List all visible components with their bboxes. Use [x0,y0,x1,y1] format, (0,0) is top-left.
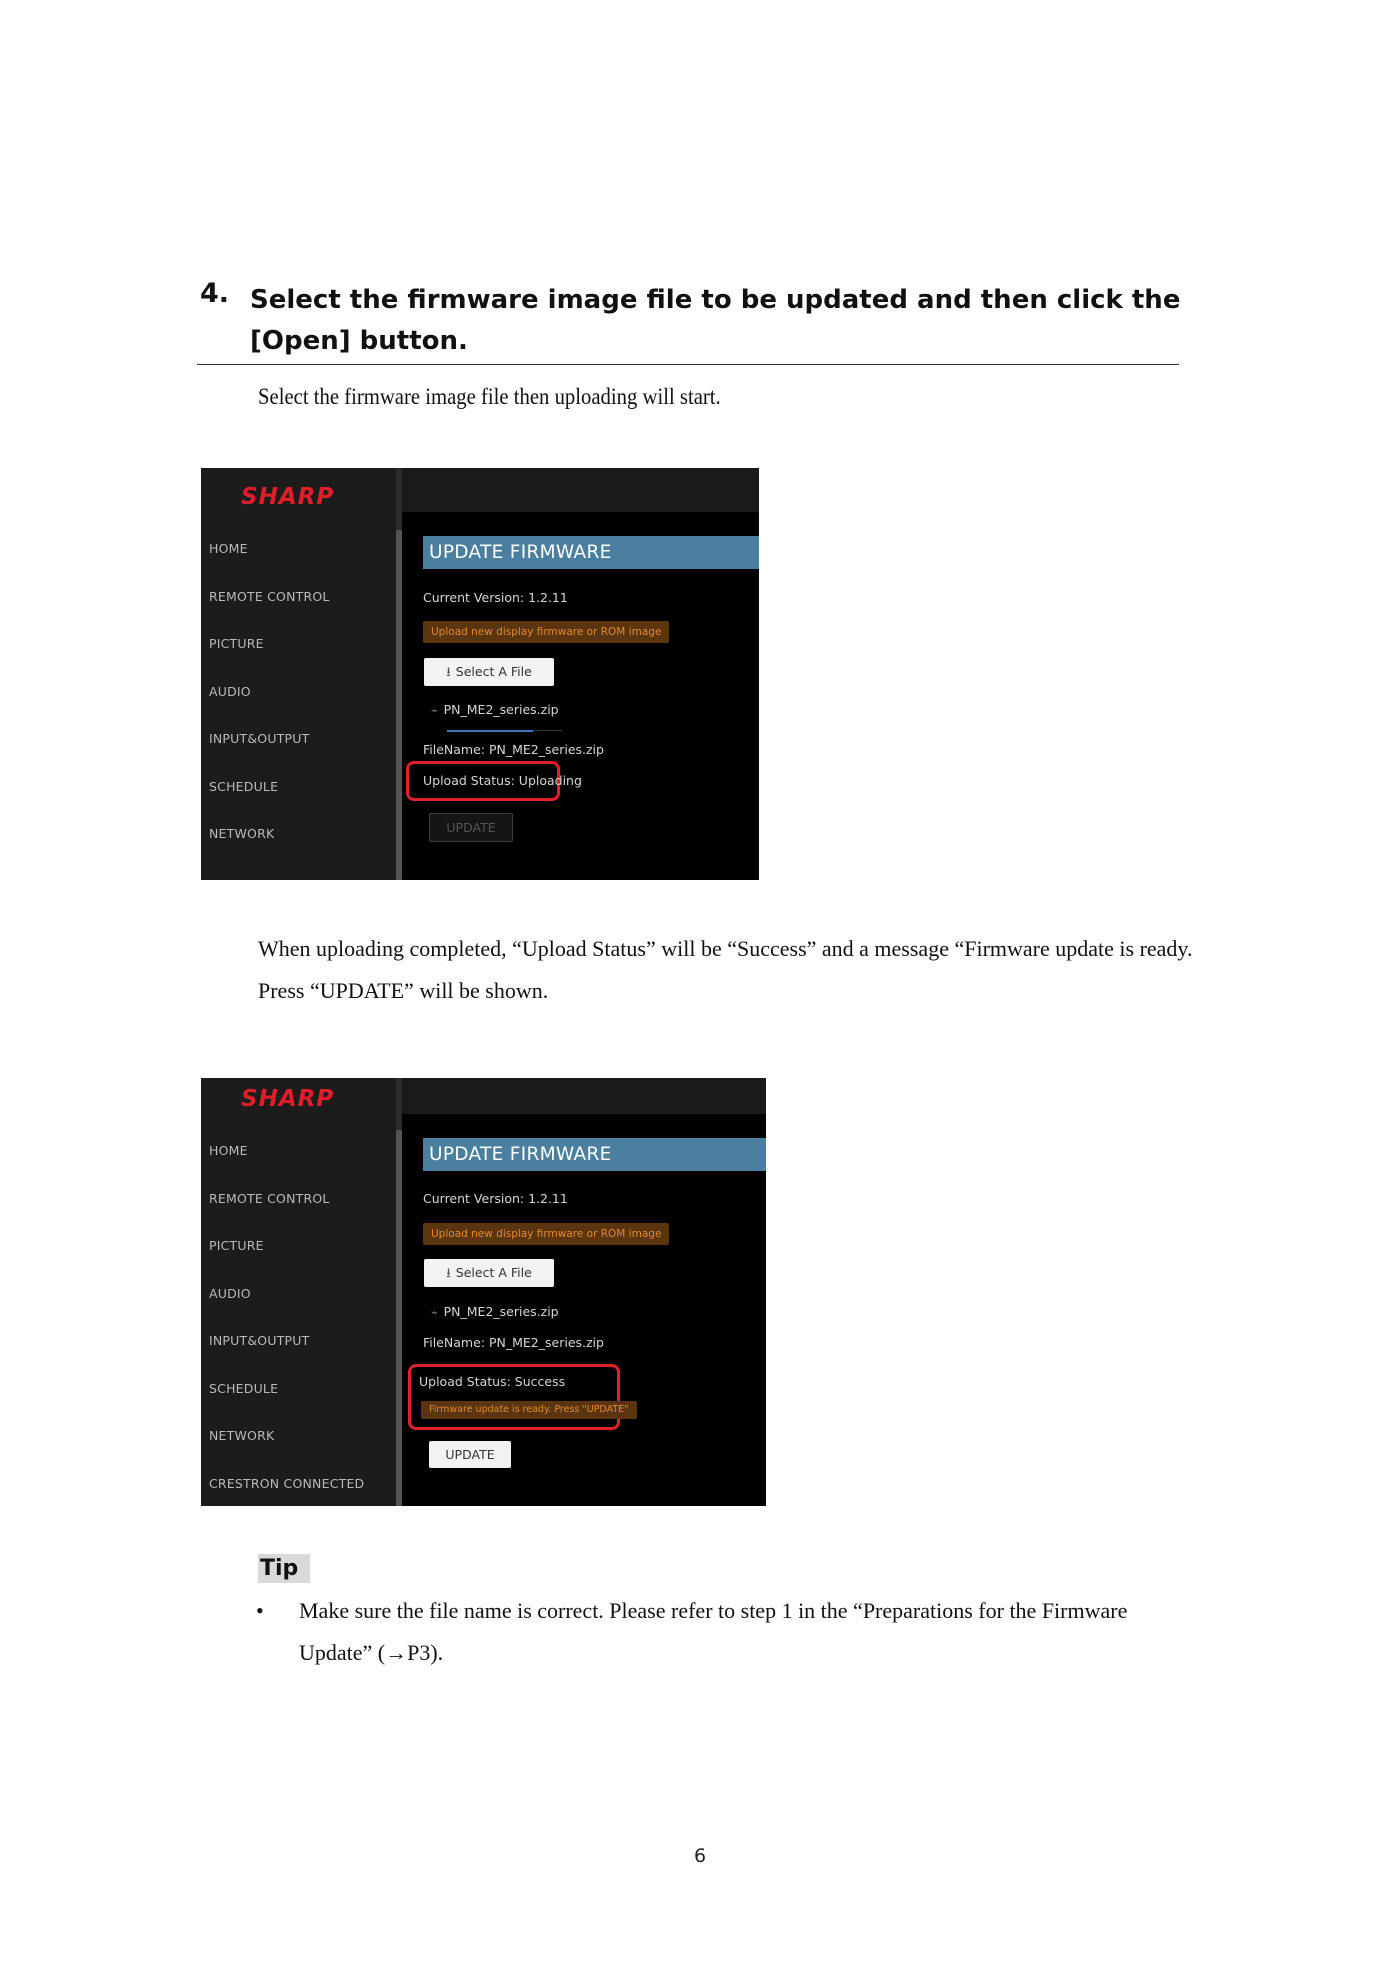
step-title-line-2: [Open] button. [250,326,468,356]
nav-item-home[interactable]: HOME [209,1143,248,1158]
nav-item-audio[interactable]: AUDIO [209,1285,251,1301]
sidebar-nav [209,1140,364,1506]
sharp-logo: SHARP [241,1086,335,1112]
nav-item-network[interactable]: NETWORK [209,826,275,841]
status-highlight [408,1364,629,1430]
filename-label: FileName: PN_ME2_series.zip [423,1335,604,1350]
nav-item-remote-control[interactable]: REMOTE CONTROL [209,1190,330,1206]
intro-paragraph: Select the firmware image file then uploading will start. [258,384,721,409]
nav-item-schedule[interactable]: SCHEDULE [209,778,279,794]
tip-label: Tip [258,1554,310,1583]
screenshot-uploading [201,468,759,880]
step-title-line-1: Select the firmware image file to be updated and then click the [250,285,1181,315]
selected-file [431,702,559,717]
top-bar [402,1078,766,1114]
upload-status: Upload Status: Uploading [423,773,582,788]
sidebar-nav [209,538,330,871]
sidebar [201,468,396,880]
update-button[interactable]: UPDATE [429,1441,511,1468]
sidebar [201,1078,396,1506]
nav-item-input-output[interactable]: INPUT&OUTPUT [209,731,310,746]
select-file-label: Select A File [455,664,532,679]
top-bar [402,468,759,512]
page-title: UPDATE FIRMWARE [423,1138,766,1171]
nav-item-audio[interactable]: AUDIO [209,683,251,699]
page-title: UPDATE FIRMWARE [423,536,759,569]
nav-item-remote-control[interactable]: REMOTE CONTROL [209,588,330,604]
nav-item-network[interactable]: NETWORK [209,1428,275,1443]
ready-message: Firmware update is ready. Press "UPDATE" [421,1401,637,1419]
selected-file [431,1304,559,1319]
scrollbar-thumb[interactable] [396,530,402,880]
step-title [250,280,1190,362]
sidebar-scrollbar[interactable] [396,1078,402,1506]
sidebar-scrollbar[interactable] [396,468,402,880]
upload-hint-chip: Upload new display firmware or ROM image [423,1223,669,1245]
heading-divider [197,364,1179,365]
nav-item-input-output[interactable]: INPUT&OUTPUT [209,1333,310,1348]
update-button[interactable]: UPDATE [429,813,513,842]
select-file-button[interactable] [424,658,554,686]
tip-text: Make sure the file name is correct. Please refer to step 1 in the “Preparations for the Firmware Update” (→P3). [299,1598,1128,1665]
upload-hint-chip: Upload new display firmware or ROM image [423,621,669,643]
upload-progress-bar [447,730,533,732]
step-number: 4. [200,278,230,309]
selected-file-name: PN_ME2_series.zip [443,1304,559,1319]
page-number: 6 [693,1845,707,1867]
filename-label: FileName: PN_ME2_series.zip [423,742,604,757]
scrollbar-thumb[interactable] [396,1130,402,1506]
upload-icon: ⭳ [446,665,451,680]
nav-item-picture[interactable]: PICTURE [209,1238,264,1253]
nav-item-crestron-connected[interactable]: CRESTRON CONNECTED [209,1475,365,1491]
nav-item-home[interactable]: HOME [209,541,248,556]
tip-bullet: • [256,1598,264,1623]
upload-status: Upload Status: Success [419,1374,566,1389]
upload-icon: ⭳ [446,1266,451,1281]
current-version: Current Version: 1.2.11 [423,590,568,605]
success-paragraph: When uploading completed, “Upload Status” will be “Success” and a message “Firmware update is ready. Press “UPDATE” will be shown. [258,936,1193,1003]
attachment-icon: ⌁ [431,1306,438,1319]
attachment-icon: ⌁ [431,704,438,717]
nav-item-schedule[interactable]: SCHEDULE [209,1380,279,1396]
select-file-button[interactable] [424,1259,554,1287]
current-version: Current Version: 1.2.11 [423,1191,568,1206]
select-file-label: Select A File [455,1265,532,1280]
selected-file-name: PN_ME2_series.zip [443,702,559,717]
nav-item-picture[interactable]: PICTURE [209,636,264,651]
screenshot-success [201,1078,766,1506]
sharp-logo: SHARP [241,484,335,510]
